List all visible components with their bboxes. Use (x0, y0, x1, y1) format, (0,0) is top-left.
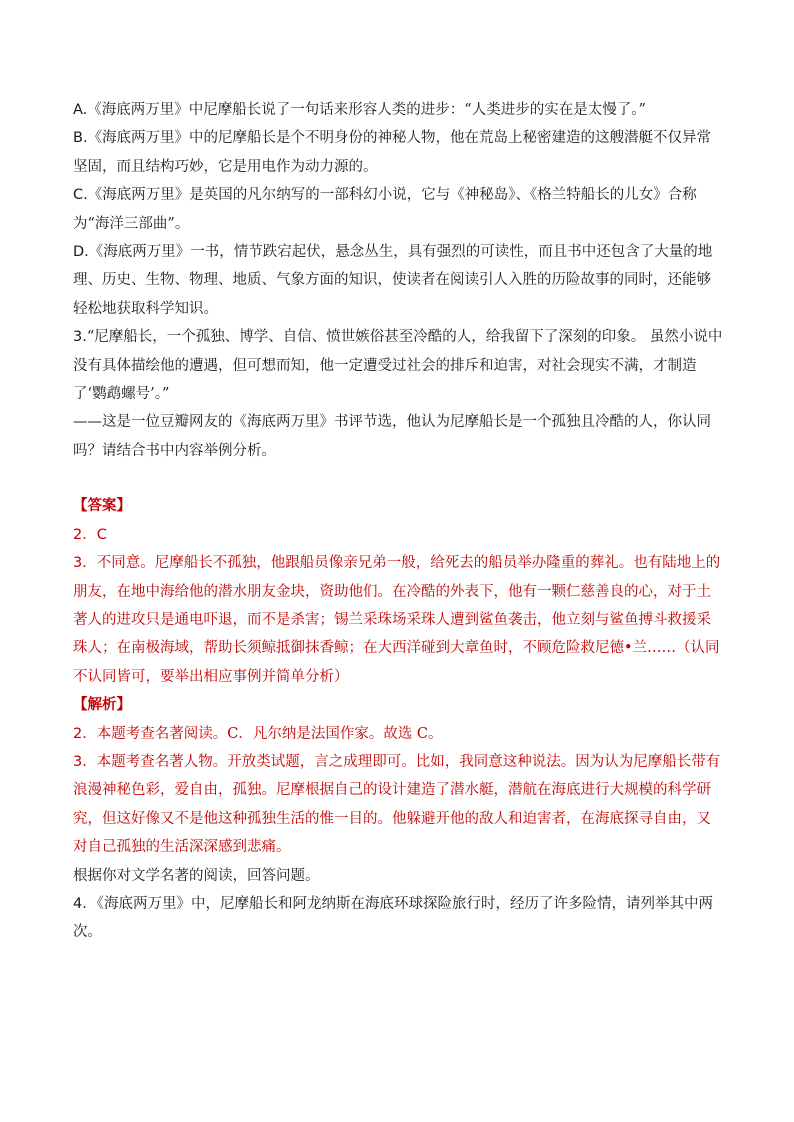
option-d (73, 238, 725, 323)
document-page (73, 96, 725, 947)
option-c (73, 181, 725, 238)
option-d-text: 《海底两万里》一书，情节跌宕起伏，悬念丛生，具有强烈的可读性，而且书中还包含了大量的地理、历史、生物、物理、地质、气象方面的知识，使读者在阅读引人入胜的历险故事的同时，还能够轻松地获取科学知识。 (73, 244, 713, 317)
question-4-number: 4． (73, 895, 97, 912)
option-c-label: C. (73, 187, 88, 204)
answer-q3-text: 不同意。尼摩船长不孤独，他跟船员像亲兄弟一般，给死去的船员举办隆重的葬礼。也有陆地上的朋友，在地中海给他的潜水朋友金块，资助他们。在冷酷的外表下，他有一颗仁慈善良的心，对于土著人的进攻只是通电吓退，而不是杀害；锡兰采珠场采珠人遭到鲨鱼袭击，他立刻与鲨鱼搏斗救援采珠人；在南极海域，帮助长须鲸抵御抹香鲸；在大西洋碰到大章鱼时，不顾危险救尼德•兰……（认同不认同皆可，要举出相应事例并简单分析） (73, 555, 721, 685)
option-b-label: B. (73, 130, 88, 147)
option-b-text: 《海底两万里》中的尼摩船长是个不明身份的神秘人物，他在荒岛上秘密建造的这艘潜艇不仅异常坚固，而且结构巧妙，它是用电作为动力源的。 (73, 130, 712, 175)
spacer (73, 465, 725, 492)
answer-q3-number: 3． (73, 555, 97, 572)
question-4-intro: 根据你对文学名著的阅读，回答问题。 (73, 867, 320, 884)
analysis-q3-text: 本题考查名著人物。开放类试题，言之成理即可。比如，我同意这种说法。因为认为尼摩船长带有浪漫神秘色彩，爱自由，孤独。尼摩根据自己的设计建造了潜水艇，潜航在海底进行大规模的科学研究，但这好像又不是他这种孤独生活的惟一目的。他躲避开他的敌人和迫害者，在海底探寻自由，又对自己孤独的生活深深感到悲痛。 (73, 753, 721, 856)
question-3 (73, 323, 725, 408)
answer-q2: 2．C (73, 526, 107, 543)
option-a (73, 96, 725, 124)
option-d-label: D. (73, 244, 89, 261)
question-4 (73, 890, 725, 947)
answer-q3 (73, 549, 725, 691)
option-a-text: 《海底两万里》中尼摩船长说了一句话来形容人类的进步：“人类进步的实在是太慢了。” (87, 102, 646, 118)
analysis-q3 (73, 748, 725, 862)
analysis-q2 (73, 720, 725, 748)
option-c-text: 《海底两万里》是英国的凡尔纳写的一部科幻小说，它与《神秘岛》、《格兰特船长的儿女》合称为“海洋三部曲”。 (73, 187, 697, 232)
option-a-label: A. (73, 102, 88, 118)
question-4-text: 《海底两万里》中，尼摩船长和阿龙纳斯在海底环球探险旅行时，经历了许多险情，请列举其中两次。 (73, 895, 713, 941)
answer-heading: 【答案】 (73, 497, 131, 515)
analysis-q3-number: 3． (73, 753, 97, 770)
question-3-source: ——这是一位豆瓣网友的《海底两万里》书评节选，他认为尼摩船长是一个孤独且冷酷的人，你认同吗？请结合书中内容举例分析。 (73, 414, 711, 459)
analysis-q2-number: 2． (73, 725, 97, 742)
question-3-text: “尼摩船长，一个孤独、博学、自信、愤世嫉俗甚至冷酷的人，给我留下了深刻的印象。 虽然小说中没有具体描绘他的遭遇，但可想而知，他一定遭受过社会的排斥和迫害，对社会现实不满，才制造了‘鹦鹉螺号’。” (73, 329, 723, 403)
option-b (73, 124, 725, 181)
analysis-q2-text: 本题考查名著阅读。C．凡尔纳是法国作家。故选 C。 (96, 725, 443, 742)
analysis-heading: 【解析】 (73, 696, 131, 714)
question-3-number: 3. (73, 329, 87, 346)
